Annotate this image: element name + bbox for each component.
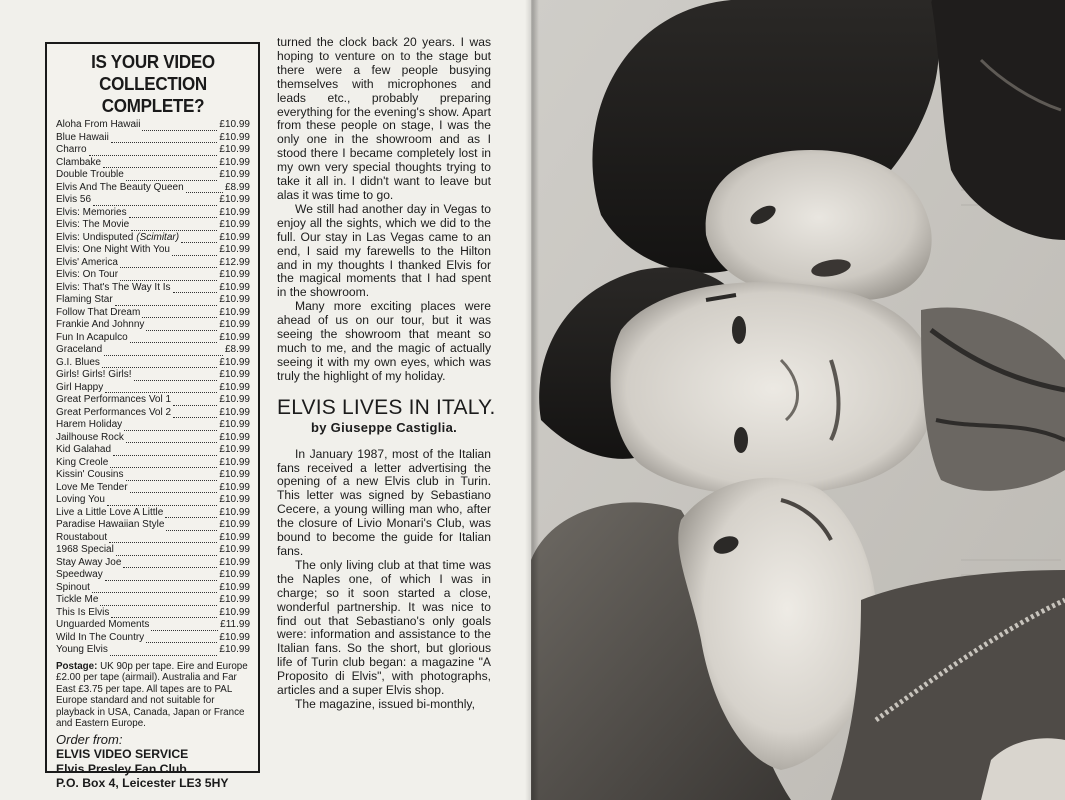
- video-list-item: [56, 144, 250, 157]
- article-column: [277, 35, 496, 712]
- dot-leader: [111, 609, 217, 618]
- dot-leader: [130, 334, 218, 343]
- video-price: £10.99: [219, 469, 250, 480]
- video-title: Elvis: On Tour: [56, 269, 119, 280]
- dot-leader: [116, 547, 218, 556]
- dot-leader: [105, 384, 217, 393]
- video-title: Speedway: [56, 569, 103, 580]
- postage-info: [56, 661, 250, 731]
- dot-leader: [134, 372, 218, 381]
- video-price: £10.99: [219, 219, 250, 230]
- video-price: £10.99: [219, 169, 250, 180]
- video-price: £10.99: [219, 506, 250, 518]
- video-list-item: [56, 507, 250, 520]
- dot-leader: [186, 184, 223, 193]
- dot-leader: [107, 497, 217, 506]
- video-price: £10.99: [219, 531, 250, 543]
- video-title: Charro: [56, 144, 87, 155]
- dot-leader: [92, 584, 217, 593]
- video-price: £10.99: [219, 406, 250, 418]
- video-title: Jailhouse Rock: [56, 431, 124, 443]
- video-price: £8.99: [224, 181, 250, 193]
- video-list-item: [56, 369, 250, 382]
- video-list-item: [56, 619, 250, 632]
- video-title: Elvis: The Movie: [56, 219, 130, 230]
- video-title: Girl Happy: [56, 381, 104, 393]
- dot-leader: [123, 559, 217, 568]
- video-title: Live a Little Love A Little: [56, 506, 164, 518]
- video-list-item: [56, 244, 250, 257]
- video-list-item: [56, 594, 250, 607]
- dot-leader: [124, 422, 217, 431]
- video-price: £10.99: [219, 319, 250, 330]
- video-list-item: [56, 257, 250, 270]
- dot-leader: [126, 172, 218, 181]
- video-title: Spinout: [56, 581, 90, 593]
- dot-leader: [103, 159, 217, 168]
- postage-label: Postage:: [56, 660, 98, 672]
- dot-leader: [100, 597, 217, 606]
- article-paragraph: turned the clock back 20 years. I was hoping to venture on to the stage but there were a few people busying themselves with microphones and leads etc., probably preparing everything for the evening's show. Apart from these people on stage, I was the only one in the showroom and as I stood there I became completely lost in my own very special thoughts trying to take it all in. I didn't want to leave but alas it was time to go.: [277, 35, 491, 202]
- dot-leader: [115, 297, 218, 306]
- video-price: £10.99: [219, 206, 250, 218]
- video-price: £10.99: [219, 369, 250, 380]
- video-price: £10.99: [219, 606, 250, 618]
- article-paragraph: The magazine, issued bi-monthly,: [295, 696, 475, 711]
- video-title: Roustabout: [56, 531, 108, 543]
- video-list-item: [56, 344, 250, 357]
- video-price: £8.99: [224, 344, 250, 355]
- video-title: Clambake: [56, 156, 102, 168]
- video-title: King Creole: [56, 456, 109, 468]
- video-price: £10.99: [219, 419, 250, 430]
- video-list-item: [56, 382, 250, 395]
- video-list-item: [56, 169, 250, 182]
- page-spine: [525, 0, 539, 800]
- video-list-item: [56, 132, 250, 145]
- order-address: P.O. Box 4, Leicester LE3 5HY: [56, 776, 229, 791]
- video-title: 1968 Special: [56, 544, 114, 555]
- video-price: £10.99: [219, 519, 250, 530]
- video-price: £10.99: [219, 194, 250, 205]
- video-list-item: [56, 544, 250, 557]
- video-list-item: [56, 157, 250, 170]
- video-list-item: [56, 532, 250, 545]
- video-price: £10.99: [219, 644, 250, 655]
- video-list-item: [56, 219, 250, 232]
- order-club-name: Elvis Presley Fan Club: [56, 761, 187, 776]
- order-service-name: ELVIS VIDEO SERVICE: [56, 747, 189, 762]
- video-price: £12.99: [219, 256, 250, 268]
- video-list-item: [56, 269, 250, 282]
- video-list-item: [56, 494, 250, 507]
- left-page: [0, 0, 531, 800]
- video-list-item: [56, 582, 250, 595]
- video-price: £10.99: [219, 569, 250, 580]
- video-title: G.I. Blues: [56, 356, 100, 368]
- video-title: Loving You: [56, 494, 105, 505]
- video-list-item: [56, 557, 250, 570]
- dot-leader: [173, 409, 217, 418]
- dot-leader: [120, 259, 217, 268]
- video-title: Aloha From Hawaii: [56, 119, 141, 130]
- video-list-item: [56, 432, 250, 445]
- video-price: £10.99: [219, 131, 250, 143]
- dot-leader: [110, 459, 217, 468]
- dot-leader: [131, 222, 217, 231]
- video-price: £10.99: [219, 381, 250, 393]
- video-price: £10.99: [219, 494, 250, 505]
- video-list-item: [56, 294, 250, 307]
- video-price: £10.99: [219, 144, 250, 155]
- video-list-item: [56, 357, 250, 370]
- ad-title-line2: COLLECTION COMPLETE?: [99, 73, 207, 116]
- video-title: Frankie And Johnny: [56, 319, 145, 330]
- order-from-label: Order from:: [56, 732, 123, 748]
- article-paragraph: In January 1987, most of the Italian fans received a letter advertising the opening of a new Elvis club in Turin. This letter was signed by Sebastiano Cecere, a young willing man who, after the closure of Livio Monari's Club, was bound to become the guide for Italian fans.: [277, 446, 491, 558]
- video-price: £10.99: [219, 631, 250, 643]
- video-list-item: [56, 394, 250, 407]
- video-title: Great Performances Vol 1: [56, 394, 172, 405]
- article-byline: by Giuseppe Castiglia.: [310, 419, 458, 435]
- video-title: Tickle Me: [56, 594, 99, 605]
- dot-leader: [173, 397, 217, 406]
- video-title: Double Trouble: [56, 169, 124, 180]
- postage-text: UK 90p per tape. Eire and Europe £2.00 per tape (airmail). Australia and Far East £3.75 per tape.: [56, 660, 248, 695]
- video-title: Young Elvis: [56, 644, 108, 655]
- video-price: £10.99: [219, 306, 250, 318]
- pal-note: All tapes are to PAL Europe standard and not suitable for playback in USA, Canada, Japan or France and Eastern Europe.: [56, 683, 245, 730]
- dot-leader: [105, 572, 218, 581]
- video-list-item: [56, 307, 250, 320]
- article-paragraph: Many more exciting places were ahead of us on our tour, but it was seeing the showroom that meant so much to me, and the magic of actually seeing it with my own eyes, which was truly the highlight of my holiday.: [277, 299, 491, 383]
- elvis-photo-image: [531, 0, 1065, 800]
- dot-leader: [181, 234, 217, 243]
- video-price: £10.99: [219, 481, 250, 493]
- video-price: £10.99: [219, 156, 250, 168]
- video-list-item: [56, 207, 250, 220]
- video-list-item: [56, 457, 250, 470]
- video-title: Graceland: [56, 344, 103, 355]
- video-title: Flaming Star: [56, 294, 113, 305]
- dot-leader: [111, 134, 218, 143]
- video-price: £10.99: [219, 544, 250, 555]
- video-title-note: (Scimitar): [136, 231, 180, 243]
- video-list-item: [56, 569, 250, 582]
- video-title: Elvis 56: [56, 194, 92, 205]
- video-title: Harem Holiday: [56, 419, 123, 430]
- video-price: £10.99: [219, 581, 250, 593]
- ad-title-line1: IS YOUR VIDEO: [91, 51, 215, 72]
- video-list-item: [56, 632, 250, 645]
- video-price: £10.99: [219, 444, 250, 455]
- dot-leader: [89, 147, 218, 156]
- video-list-item: [56, 232, 250, 245]
- video-list-item: [56, 644, 250, 657]
- video-list-item: [56, 194, 250, 207]
- ad-title: [64, 51, 242, 117]
- video-list: [56, 119, 250, 657]
- dot-leader: [126, 472, 218, 481]
- video-list-item: [56, 607, 250, 620]
- video-price: £10.99: [219, 456, 250, 468]
- video-price: £10.99: [219, 556, 250, 568]
- video-price: £10.99: [219, 394, 250, 405]
- video-title: Kissin' Cousins: [56, 469, 124, 480]
- video-title: Blue Hawaii: [56, 131, 109, 143]
- video-list-item: [56, 119, 250, 132]
- video-title: Elvis And The Beauty Queen: [56, 181, 184, 193]
- dot-leader: [120, 272, 217, 281]
- right-page-photo: [531, 0, 1065, 800]
- dot-leader: [146, 634, 217, 643]
- video-title: Fun In Acapulco: [56, 331, 128, 343]
- video-title: Elvis: Memories: [56, 206, 127, 218]
- video-title: Great Performances Vol 2: [56, 406, 172, 418]
- dot-leader: [165, 509, 217, 518]
- video-price: £10.99: [219, 119, 250, 130]
- article-paragraph: The only living club at that time was the Naples one, of which I was in charge; so it soon started a close, wonderful partnership. It was nice to find out that Sebastiano's only goals were: information and assistance to the Italian fans. So the short, but glorious life of Turin club began: a magazine "A Proposito di Elvis", with photographs, articles and a super Elvis shop.: [277, 557, 491, 698]
- dot-leader: [142, 122, 217, 131]
- dot-leader: [146, 322, 217, 331]
- video-list-item: [56, 419, 250, 432]
- video-list-item: [56, 332, 250, 345]
- dot-leader: [126, 434, 218, 443]
- dot-leader: [173, 284, 218, 293]
- dot-leader: [166, 522, 217, 531]
- video-title: Paradise Hawaiian Style: [56, 519, 165, 530]
- video-price: £10.99: [219, 269, 250, 280]
- article-paragraph: We still had another day in Vegas to enjoy all the sights, which we did to the full. Our stay in Las Vegas came to an end, I said my farewells to the Hilton and in my thoughts I thanked Elvis for the magical moments that I had spent in the showroom.: [277, 201, 491, 300]
- dot-leader: [109, 534, 217, 543]
- dot-leader: [130, 484, 218, 493]
- video-title: Elvis: One Night With You: [56, 244, 170, 255]
- video-title: Girls! Girls! Girls!: [56, 369, 132, 380]
- dot-leader: [142, 309, 217, 318]
- dot-leader: [151, 622, 218, 631]
- video-list-item: [56, 282, 250, 295]
- video-price: £10.99: [219, 244, 250, 255]
- dot-leader: [93, 197, 217, 206]
- video-list-item: [56, 519, 250, 532]
- video-title: Unguarded Moments: [56, 619, 150, 630]
- article-headline: ELVIS LIVES IN ITALY.: [277, 395, 496, 419]
- video-price: £11.99: [220, 619, 250, 630]
- video-price: £10.99: [219, 231, 250, 243]
- video-list-item: [56, 444, 250, 457]
- dot-leader: [129, 209, 218, 218]
- video-list-item: [56, 319, 250, 332]
- video-title: Elvis' America: [56, 256, 118, 268]
- video-title: Stay Away Joe: [56, 556, 122, 568]
- video-title: Elvis: Undisputed: [56, 231, 134, 243]
- video-price: £10.99: [219, 594, 250, 605]
- video-ad-box: [45, 42, 260, 791]
- video-title: Elvis: That's The Way It Is: [56, 281, 171, 293]
- video-list-item: [56, 482, 250, 495]
- video-list-item: [56, 407, 250, 420]
- video-title: Love Me Tender: [56, 481, 128, 493]
- video-price: £10.99: [219, 331, 250, 343]
- video-list-item: [56, 469, 250, 482]
- dot-leader: [104, 347, 223, 356]
- video-price: £10.99: [219, 294, 250, 305]
- video-title: Follow That Dream: [56, 306, 141, 318]
- video-title: Kid Galahad: [56, 444, 112, 455]
- video-title: Wild In The Country: [56, 631, 145, 643]
- dot-leader: [110, 647, 218, 656]
- dot-leader: [102, 359, 218, 368]
- video-price: £10.99: [219, 356, 250, 368]
- video-title: This Is Elvis: [56, 606, 110, 618]
- video-price: £10.99: [219, 431, 250, 443]
- dot-leader: [172, 247, 217, 256]
- dot-leader: [113, 447, 217, 456]
- video-list-item: [56, 182, 250, 195]
- video-price: £10.99: [219, 281, 250, 293]
